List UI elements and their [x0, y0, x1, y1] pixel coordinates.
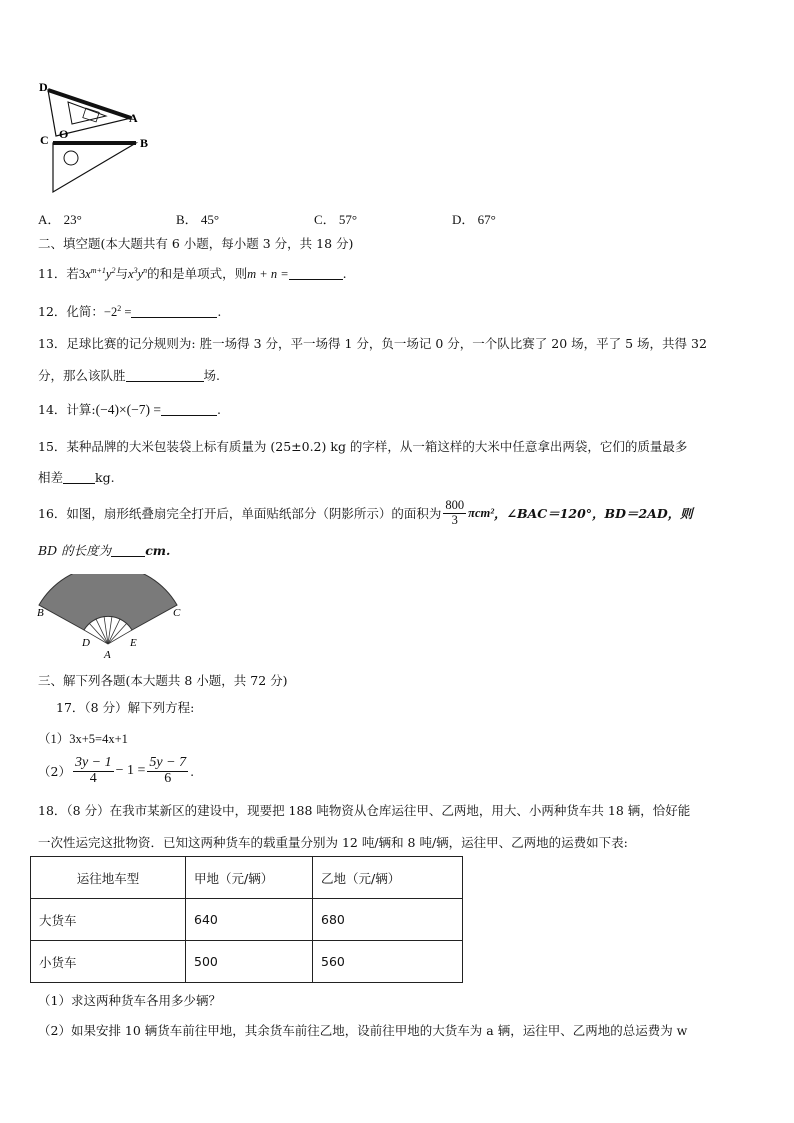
- upper-set-square-inner: [68, 102, 106, 124]
- table-header-cell: 乙地（元/辆）: [313, 857, 463, 899]
- section3-title: 三、解下列各题(本大题共 8 小题，共 72 分): [38, 673, 288, 688]
- question-15-line2: 相差 kg.: [38, 470, 115, 485]
- label-o: O: [59, 127, 69, 141]
- question-18-line2: 一次性运完这批物资．已知这两种货车的载重量分别为 12 吨/辆和 8 吨/辆，运往甲、乙两地的运费如下表:: [38, 835, 628, 850]
- lower-set-square: [53, 143, 136, 192]
- table-row: [31, 941, 463, 983]
- question-15-line1: 15．某种品牌的大米包装袋上标有质量为 (25±0.2) kg 的字样，从一箱这样的大米中任意拿出两袋，它们的质量最多: [38, 439, 688, 454]
- answer-blank-11: [289, 266, 343, 280]
- question-17-title: 17．（8 分）解下列方程:: [56, 700, 195, 715]
- question-13-line1: 13．足球比赛的记分规则为: 胜一场得 3 分，平一场得 1 分，负一场记 0 分，一个队比赛了 20 场，平了 5 场，共得 32: [38, 336, 707, 351]
- upper-set-square-edge: [48, 90, 131, 118]
- fan-label-c: C: [173, 607, 181, 619]
- option-c: C． 57°: [314, 212, 358, 227]
- question-13-line2: 分，那么该队胜 场.: [38, 368, 220, 383]
- table-cell: 680: [313, 899, 463, 941]
- set-square-hole: [64, 151, 78, 165]
- fan-label-d: D: [82, 637, 90, 649]
- question-17-part1: （1）3x+5=4x+1: [38, 732, 128, 746]
- table-header-cell: 甲地（元/辆）: [186, 857, 313, 899]
- label-b: B: [140, 136, 149, 150]
- table-row: [31, 899, 463, 941]
- question-12: 12．化简：$-2^2$ = .: [38, 303, 222, 319]
- answer-blank-12: [131, 304, 217, 318]
- table-cell: 560: [313, 941, 463, 983]
- fan-label-a: A: [104, 649, 111, 660]
- table-cell: 640: [186, 899, 313, 941]
- answer-blank-13: [126, 368, 204, 382]
- fan-figure: [34, 574, 194, 660]
- fan-label-e: E: [130, 637, 137, 649]
- option-a: A． 23°: [38, 212, 82, 227]
- set-square-figure: [36, 80, 156, 196]
- question-16-line2: BD 的长度为 cm.: [38, 543, 171, 558]
- section2-title: 二、填空题(本大题共有 6 小题，每小题 3 分，共 18 分): [38, 236, 354, 251]
- table-header-row: [31, 857, 463, 899]
- option-d: D． 67°: [452, 212, 496, 227]
- answer-blank-14: [161, 402, 217, 416]
- label-c: C: [40, 133, 49, 147]
- table-cell: 大货车: [31, 899, 186, 941]
- question-17-part2: （2） $\frac{3y - 1}{4}$ − 1 = $\frac{5y - 7}{6}$ .: [38, 754, 195, 786]
- table-cell: 小货车: [31, 941, 186, 983]
- question-18-line1: 18．（8 分）在我市某新区的建设中，现要把 188 吨物资从仓库运往甲、乙两地，用大、小两种货车共 18 辆，恰好能: [38, 803, 691, 818]
- fan-label-b: B: [37, 607, 44, 619]
- label-d: D: [39, 80, 48, 94]
- freight-cost-table: [30, 856, 463, 983]
- answer-blank-15: [63, 470, 95, 484]
- question-14: 14．计算:(−4)×(−7) = .: [38, 402, 221, 417]
- question-16-line1: 16．如图，扇形纸叠扇完全打开后，单面贴纸部分（阴影所示）的面积为 $\frac{800}{3}$ πcm² ，∠BAC＝120°，BD＝2AD，则: [38, 498, 693, 527]
- label-a: A: [129, 111, 138, 125]
- question-18-sub1: （1）求这两种货车各用多少辆？: [38, 993, 221, 1008]
- fan-shaded-region: [39, 574, 177, 630]
- table-cell: 500: [186, 941, 313, 983]
- inner-rect: [83, 108, 99, 122]
- table-header-cell: 运往地车型: [31, 857, 186, 899]
- option-b: B． 45°: [176, 212, 220, 227]
- question-11: 11．若$3x^{m+1}y^2$与$x^3y^n$的和是单项式，则m + n = .: [38, 265, 347, 281]
- question-18-sub2: （2）如果安排 10 辆货车前往甲地，其余货车前往乙地，设前往甲地的大货车为 a 辆，运往甲、乙两地的总运费为 w: [38, 1023, 688, 1038]
- answer-blank-16: [111, 543, 145, 557]
